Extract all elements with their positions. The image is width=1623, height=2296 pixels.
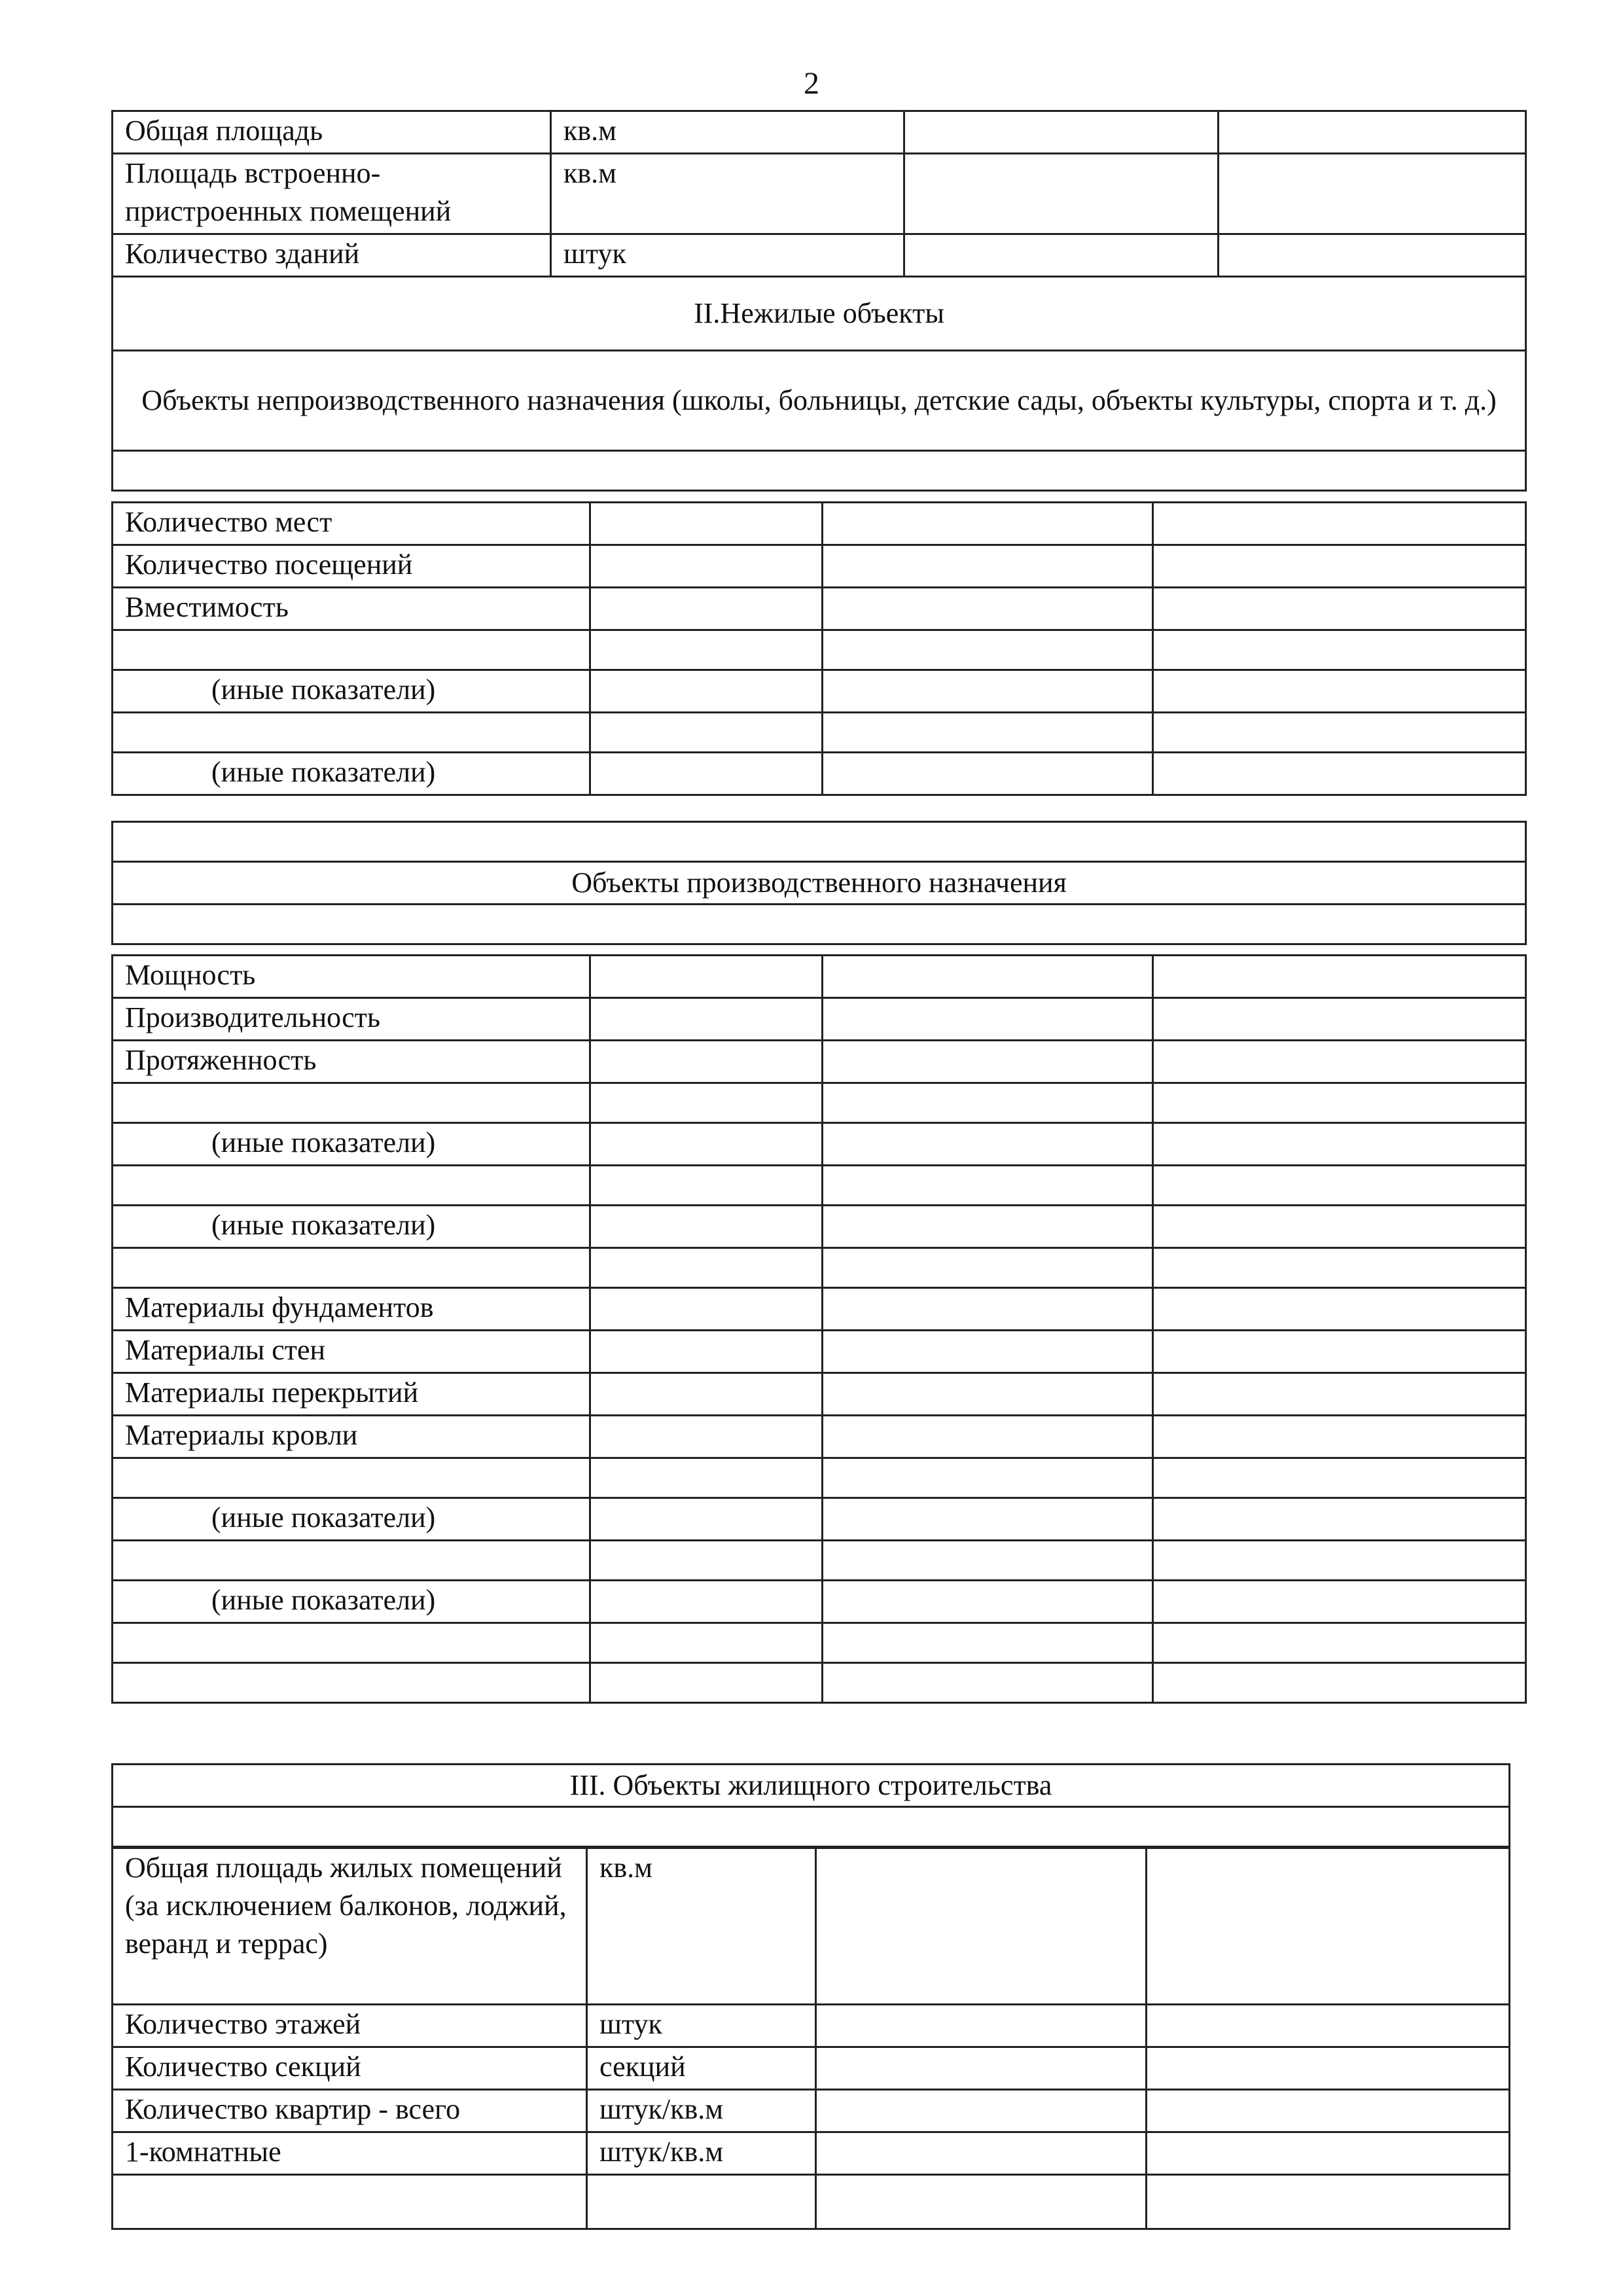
table-row: [113, 1331, 1526, 1373]
row-label: Количество этажей: [113, 2005, 587, 2047]
table-row: [113, 713, 1526, 753]
blank-label: [113, 1663, 590, 1703]
table-row: [113, 753, 1526, 795]
section-row: [113, 862, 1526, 905]
table-row: [113, 1248, 1526, 1288]
value-cell[interactable]: [823, 753, 1153, 795]
value-cell[interactable]: [1219, 111, 1526, 154]
value-cell[interactable]: [590, 1581, 823, 1623]
value-cell[interactable]: [1153, 503, 1526, 545]
table-row: [113, 2132, 1510, 2175]
value-cell[interactable]: [590, 1041, 823, 1083]
value-cell[interactable]: [1153, 1623, 1526, 1663]
value-cell[interactable]: [590, 1123, 823, 1166]
value-cell[interactable]: [823, 1248, 1153, 1288]
prod-table: [111, 954, 1527, 1704]
section-title: II.Нежилые объекты: [113, 277, 1526, 351]
value-cell[interactable]: [1153, 1373, 1526, 1416]
table-row: [113, 2175, 1510, 2229]
table-row: [113, 1663, 1526, 1703]
value-cell[interactable]: [1153, 588, 1526, 630]
table-row: [113, 451, 1526, 491]
value-cell[interactable]: [590, 998, 823, 1041]
table-row: [113, 1206, 1526, 1248]
table-row: [113, 1458, 1526, 1498]
table-row: [113, 1807, 1510, 1847]
table-row: [113, 1041, 1526, 1083]
value-cell[interactable]: [823, 1663, 1153, 1703]
row-unit: штук: [551, 234, 904, 277]
value-cell[interactable]: [823, 1623, 1153, 1663]
value-cell[interactable]: [1147, 2047, 1510, 2090]
table-row: [113, 503, 1526, 545]
value-cell[interactable]: [823, 713, 1153, 753]
value-cell[interactable]: [823, 1331, 1153, 1373]
table-row: [113, 822, 1526, 862]
table-row: [113, 1166, 1526, 1206]
blank-row: [113, 451, 1526, 491]
value-cell[interactable]: [1219, 154, 1526, 234]
row-label: Количество посещений: [113, 545, 590, 588]
value-cell[interactable]: [823, 998, 1153, 1041]
row-unit: секций: [587, 2047, 816, 2090]
row-label: Количество квартир - всего: [113, 2090, 587, 2132]
value-cell[interactable]: [823, 1206, 1153, 1248]
table-row: [113, 1848, 1510, 2005]
value-cell[interactable]: [590, 1083, 823, 1123]
value-cell[interactable]: [823, 1373, 1153, 1416]
value-cell[interactable]: [904, 154, 1219, 234]
row-label: Вместимость: [113, 588, 590, 630]
value-cell[interactable]: [816, 2047, 1147, 2090]
value-cell[interactable]: [590, 588, 823, 630]
value-cell[interactable]: [904, 234, 1219, 277]
table-row: [113, 588, 1526, 630]
value-cell[interactable]: [1153, 713, 1526, 753]
section3-header-table: [111, 1763, 1510, 1848]
row-label: Мощность: [113, 956, 590, 998]
table-row: [113, 1498, 1526, 1541]
value-cell[interactable]: [823, 1458, 1153, 1498]
value-cell[interactable]: [823, 956, 1153, 998]
row-label: Количество зданий: [113, 234, 551, 277]
value-cell[interactable]: [590, 956, 823, 998]
value-cell[interactable]: [1153, 1331, 1526, 1373]
value-cell[interactable]: [590, 753, 823, 795]
table-row: [113, 545, 1526, 588]
value-cell[interactable]: [1153, 1083, 1526, 1123]
row-label: Общая площадь: [113, 111, 551, 154]
value-cell[interactable]: [590, 1206, 823, 1248]
value-cell[interactable]: [816, 2005, 1147, 2047]
table-row: [113, 630, 1526, 670]
value-cell[interactable]: [590, 1541, 823, 1581]
blank-label: [113, 1623, 590, 1663]
table-row: [113, 2047, 1510, 2090]
row-label: 1-комнатные: [113, 2132, 587, 2175]
row-label: Материалы кровли: [113, 1416, 590, 1458]
value-cell[interactable]: [590, 503, 823, 545]
value-cell[interactable]: [816, 2175, 1147, 2229]
value-cell[interactable]: [1147, 1848, 1510, 2005]
section-row: [113, 351, 1526, 451]
value-cell[interactable]: [590, 630, 823, 670]
value-cell[interactable]: [1147, 2175, 1510, 2229]
table-row: [113, 1373, 1526, 1416]
value-cell[interactable]: [1153, 1458, 1526, 1498]
section-row: [113, 1765, 1510, 1807]
row-unit: штук/кв.м: [587, 2132, 816, 2175]
value-cell[interactable]: [1147, 2005, 1510, 2047]
value-cell[interactable]: [1153, 1581, 1526, 1623]
value-cell[interactable]: [823, 1123, 1153, 1166]
subsection-title: Объекты непроизводственного назначения (школы, больницы, детские сады, объекты культуры, спорта и т. д.): [113, 351, 1526, 451]
row-unit: штук: [587, 2005, 816, 2047]
blank-label: [113, 630, 590, 670]
row-unit: кв.м: [587, 1848, 816, 2005]
table-row: [113, 154, 1526, 234]
value-cell[interactable]: [1153, 1248, 1526, 1288]
value-cell[interactable]: [1153, 956, 1526, 998]
section3-table: [111, 1847, 1510, 2230]
blank-label: [113, 1166, 590, 1206]
row-unit: кв.м: [551, 154, 904, 234]
top-table: [111, 110, 1527, 492]
row-label: Материалы стен: [113, 1331, 590, 1373]
table-row: [113, 1623, 1526, 1663]
value-cell[interactable]: [590, 1288, 823, 1331]
table-row: [113, 1288, 1526, 1331]
value-cell[interactable]: [823, 503, 1153, 545]
nonprod-table: [111, 501, 1527, 796]
blank-row: [113, 822, 1526, 862]
row-label: Количество мест: [113, 503, 590, 545]
blank-row: [113, 905, 1526, 944]
value-cell[interactable]: [1153, 1288, 1526, 1331]
value-cell[interactable]: [1147, 2090, 1510, 2132]
value-cell[interactable]: [1153, 753, 1526, 795]
section-title: III. Объекты жилищного строительства: [113, 1765, 1510, 1807]
value-cell[interactable]: [823, 1541, 1153, 1581]
table-row: [113, 2090, 1510, 2132]
table-row: [113, 1541, 1526, 1581]
value-cell[interactable]: [590, 545, 823, 588]
page-number: 2: [804, 66, 819, 101]
table-row: [113, 1581, 1526, 1623]
value-cell[interactable]: [1153, 998, 1526, 1041]
value-cell[interactable]: [590, 1373, 823, 1416]
subsection-title: Объекты производственного назначения: [113, 862, 1526, 905]
value-cell[interactable]: [590, 1248, 823, 1288]
blank-label: [113, 1541, 590, 1581]
table-row: [113, 998, 1526, 1041]
row-label: Количество секций: [113, 2047, 587, 2090]
value-cell[interactable]: [1153, 1416, 1526, 1458]
table-row: [113, 2005, 1510, 2047]
row-label: Площадь встроенно-пристроенных помещений: [113, 154, 551, 234]
value-cell[interactable]: [590, 1416, 823, 1458]
value-cell[interactable]: [590, 1331, 823, 1373]
value-cell[interactable]: [823, 588, 1153, 630]
blank-label: [113, 1458, 590, 1498]
row-unit: штук/кв.м: [587, 2090, 816, 2132]
row-label: (иные показатели): [113, 1581, 590, 1623]
value-cell[interactable]: [590, 1498, 823, 1541]
value-cell[interactable]: [823, 1581, 1153, 1623]
value-cell[interactable]: [1153, 1123, 1526, 1166]
value-cell[interactable]: [816, 1848, 1147, 2005]
value-cell[interactable]: [823, 630, 1153, 670]
prod-header-table: [111, 821, 1527, 945]
value-cell[interactable]: [1153, 1498, 1526, 1541]
row-unit: [587, 2175, 816, 2229]
value-cell[interactable]: [590, 670, 823, 713]
table-row: [113, 905, 1526, 944]
value-cell[interactable]: [823, 1166, 1153, 1206]
value-cell[interactable]: [823, 545, 1153, 588]
table-row: [113, 1416, 1526, 1458]
value-cell[interactable]: [590, 1623, 823, 1663]
row-unit: кв.м: [551, 111, 904, 154]
row-label: (иные показатели): [113, 1123, 590, 1166]
value-cell[interactable]: [816, 2090, 1147, 2132]
blank-row: [113, 1807, 1510, 1847]
row-label: (иные показатели): [113, 670, 590, 713]
row-label: Материалы перекрытий: [113, 1373, 590, 1416]
value-cell[interactable]: [904, 111, 1219, 154]
row-label: (иные показатели): [113, 1206, 590, 1248]
section-row: [113, 277, 1526, 351]
value-cell[interactable]: [823, 1288, 1153, 1331]
value-cell[interactable]: [1153, 1663, 1526, 1703]
value-cell[interactable]: [1219, 234, 1526, 277]
value-cell[interactable]: [1147, 2132, 1510, 2175]
value-cell[interactable]: [590, 713, 823, 753]
blank-label: [113, 713, 590, 753]
value-cell[interactable]: [823, 670, 1153, 713]
blank-label: [113, 1083, 590, 1123]
table-row: [113, 670, 1526, 713]
value-cell[interactable]: [816, 2132, 1147, 2175]
value-cell[interactable]: [590, 1458, 823, 1498]
value-cell[interactable]: [1153, 1041, 1526, 1083]
value-cell[interactable]: [1153, 545, 1526, 588]
value-cell[interactable]: [823, 1498, 1153, 1541]
value-cell[interactable]: [1153, 670, 1526, 713]
value-cell[interactable]: [1153, 630, 1526, 670]
value-cell[interactable]: [590, 1663, 823, 1703]
table-row: [113, 956, 1526, 998]
table-row: [113, 1123, 1526, 1166]
row-label: (иные показатели): [113, 1498, 590, 1541]
row-label: Общая площадь жилых помещений (за исключением балконов, лоджий, веранд и террас): [113, 1848, 587, 2005]
value-cell[interactable]: [590, 1166, 823, 1206]
table-row: [113, 1083, 1526, 1123]
row-label: Протяженность: [113, 1041, 590, 1083]
table-row: [113, 111, 1526, 154]
value-cell[interactable]: [823, 1416, 1153, 1458]
value-cell[interactable]: [1153, 1206, 1526, 1248]
value-cell[interactable]: [823, 1041, 1153, 1083]
row-label: (иные показатели): [113, 753, 590, 795]
blank-label: [113, 1248, 590, 1288]
table-row: [113, 234, 1526, 277]
row-label: Материалы фундаментов: [113, 1288, 590, 1331]
row-label: [113, 2175, 587, 2229]
row-label: Производительность: [113, 998, 590, 1041]
value-cell[interactable]: [823, 1083, 1153, 1123]
value-cell[interactable]: [1153, 1541, 1526, 1581]
value-cell[interactable]: [1153, 1166, 1526, 1206]
